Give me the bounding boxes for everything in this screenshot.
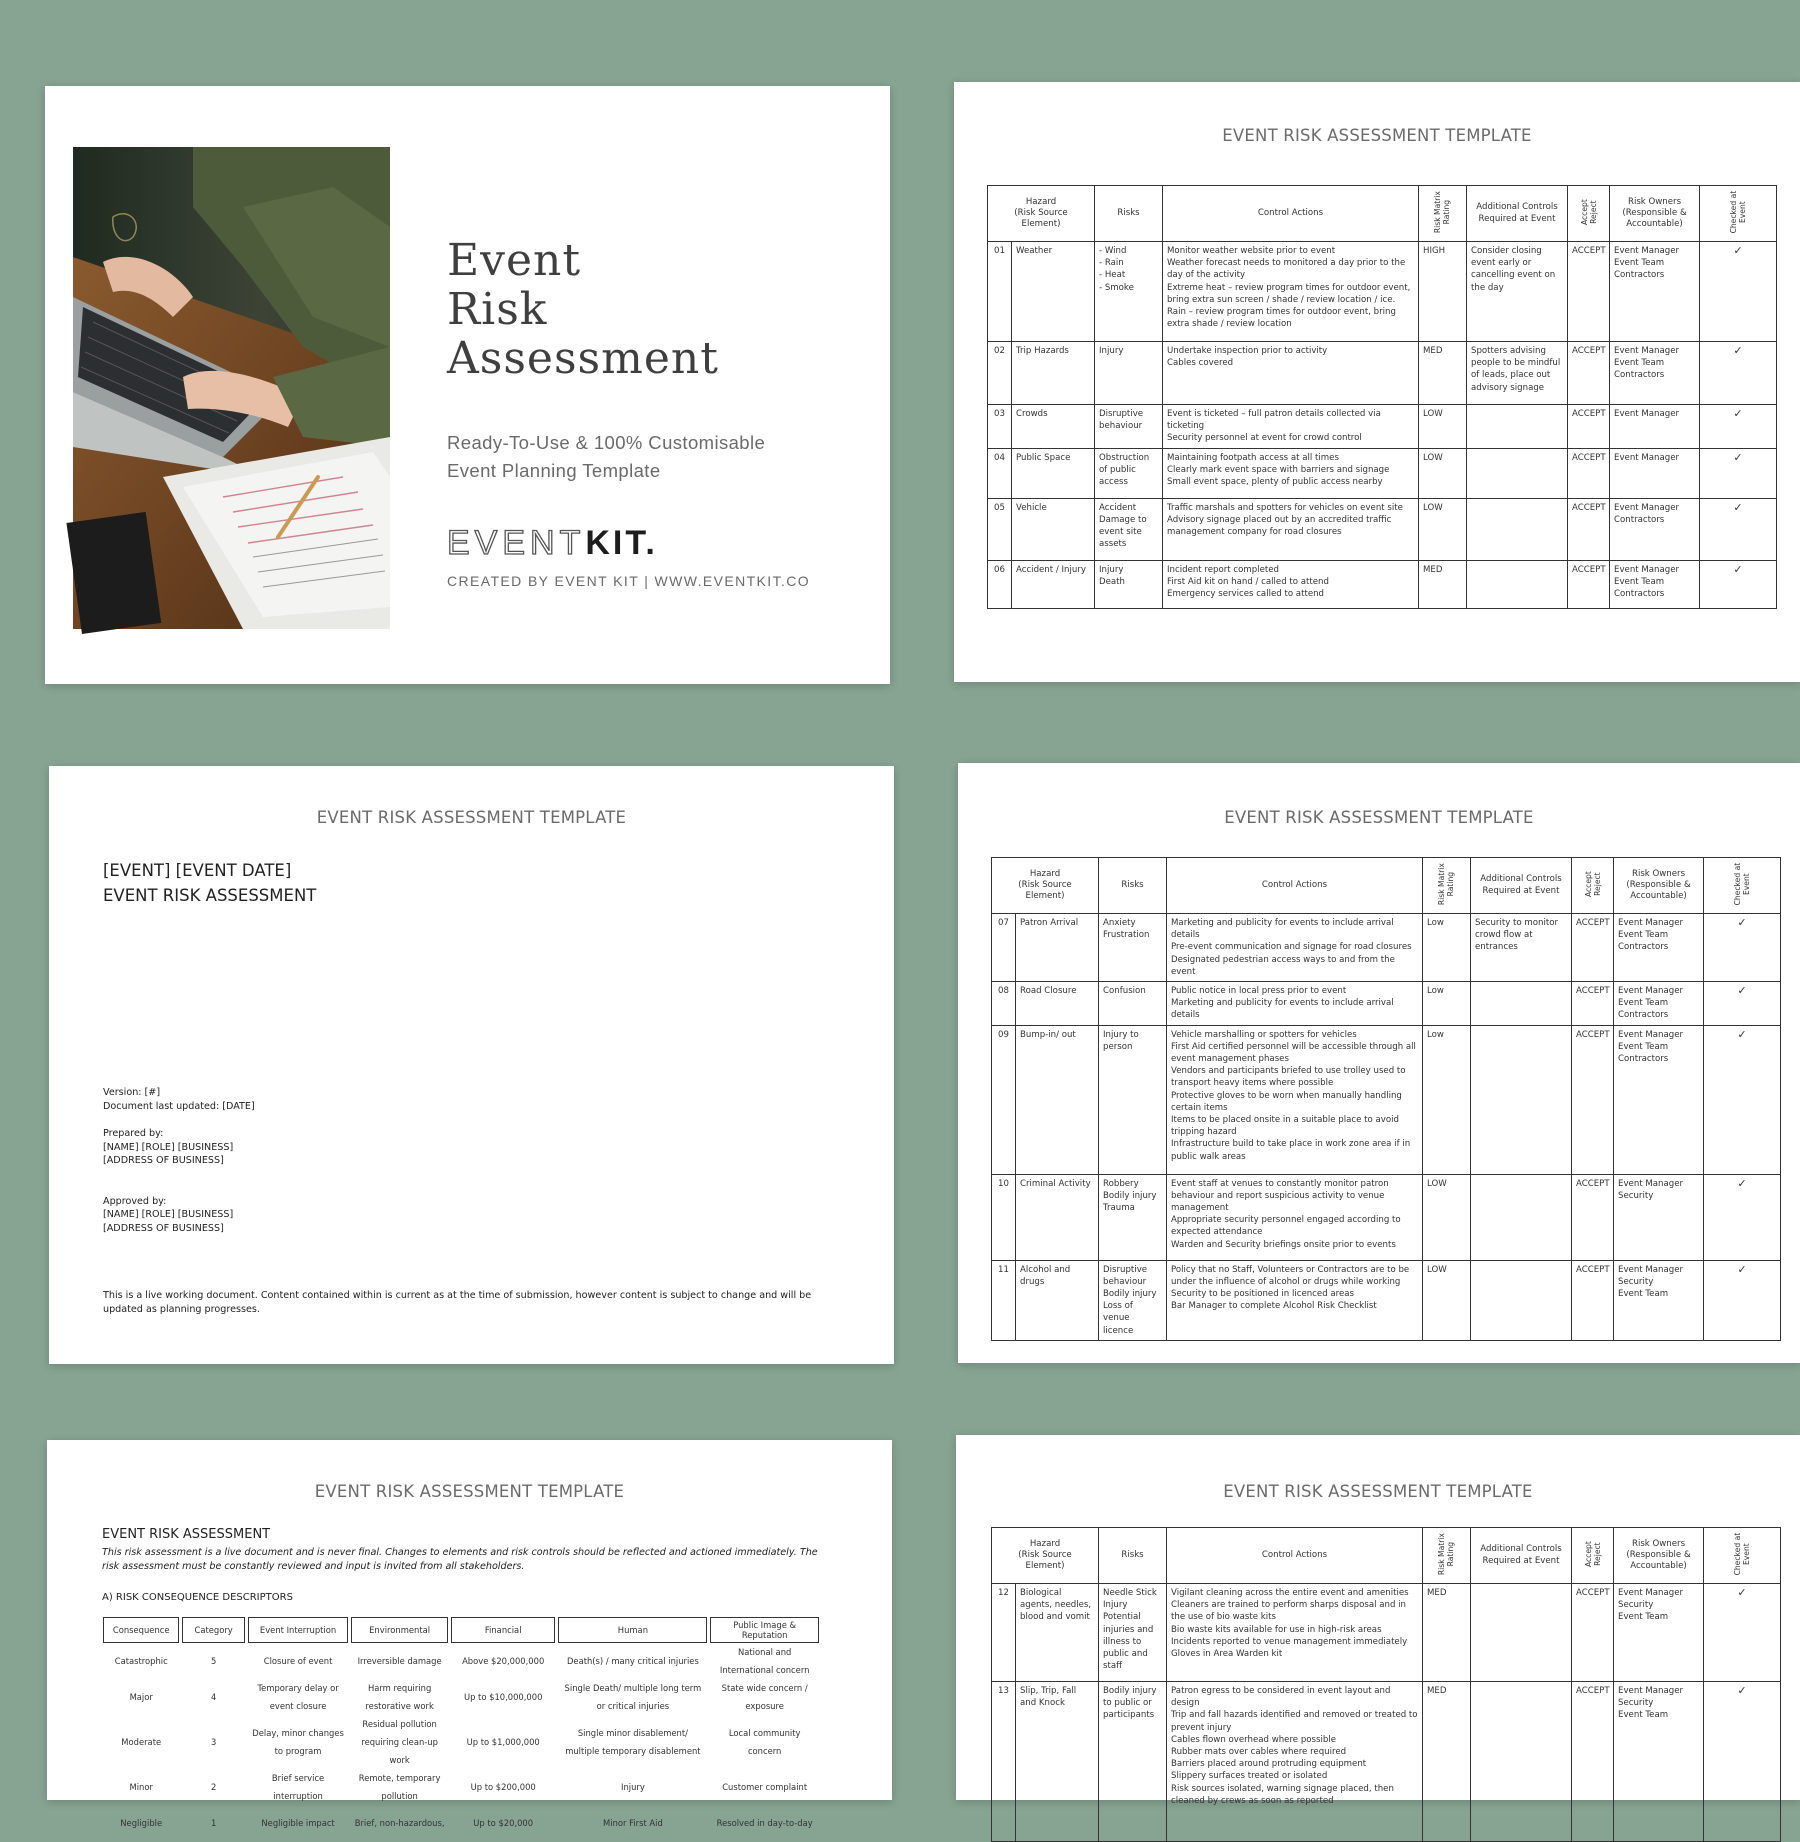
header-risks: Risks bbox=[1099, 858, 1167, 914]
risk-table bbox=[991, 1527, 1781, 1842]
risk-owners-cell: Event Manager Event Team Contractors bbox=[1610, 342, 1700, 405]
risk-table-page-3 bbox=[956, 1435, 1800, 1806]
header-hazard: Hazard (Risk Source Element) bbox=[992, 1528, 1099, 1584]
cover-subtitle bbox=[447, 429, 765, 485]
additional-controls-cell bbox=[1471, 1584, 1572, 1682]
risk-table-page-2 bbox=[958, 763, 1800, 1363]
consequence-cell: Single minor disablement/ multiple temporary disablement bbox=[565, 1728, 701, 1756]
consequence-cell: Irreversible damage bbox=[357, 1656, 442, 1666]
consequence-cell: Death(s) / many critical injuries bbox=[566, 1656, 699, 1666]
hazard-cell: Trip Hazards bbox=[1012, 342, 1095, 405]
accept-cell: ACCEPT bbox=[1568, 342, 1610, 405]
document-info-page bbox=[49, 766, 894, 1364]
row-number: 01 bbox=[988, 242, 1012, 342]
consequence-cell: Major bbox=[129, 1692, 153, 1702]
consequence-cell: 2 bbox=[210, 1782, 217, 1792]
consequence-cell: Negligible bbox=[120, 1817, 163, 1828]
risks-cell: Injury to person bbox=[1099, 1025, 1167, 1174]
consequence-cell: 1 bbox=[210, 1817, 217, 1828]
consequence-row bbox=[103, 1715, 819, 1769]
table-row bbox=[992, 1025, 1781, 1174]
control-actions-cell: Vigilant cleaning across the entire event and amenities Cleaners are trained to perform sharps disposal and in the use of bio waste kits Bio waste kits available for use in high-risk areas Incidents reported to venue management immediately Gloves in Area Warden kit bbox=[1167, 1584, 1423, 1682]
header-additional-controls: Additional Controls Required at Event bbox=[1471, 1528, 1572, 1584]
consequence-row bbox=[103, 1769, 819, 1805]
header-additional-controls: Additional Controls Required at Event bbox=[1471, 858, 1572, 914]
consequence-cell: Local community concern bbox=[728, 1728, 801, 1756]
checked-mark: ✓ bbox=[1704, 1584, 1781, 1682]
risk-table-page-1 bbox=[954, 82, 1800, 682]
header-risk-matrix-text: Risk Matrix Rating bbox=[1433, 191, 1452, 234]
additional-controls-cell bbox=[1471, 1025, 1572, 1174]
checked-mark: ✓ bbox=[1700, 405, 1777, 449]
header-control-actions: Control Actions bbox=[1167, 858, 1423, 914]
header-checked bbox=[1700, 186, 1777, 242]
additional-controls-cell bbox=[1471, 1260, 1572, 1340]
header-accept-reject-text: Accept Reject bbox=[1583, 1541, 1602, 1568]
consequence-cell: Up to $10,000,000 bbox=[463, 1692, 543, 1702]
consequence-table bbox=[100, 1617, 822, 1840]
consequence-cell: Minor First Aid bbox=[603, 1817, 663, 1828]
row-number: 10 bbox=[992, 1174, 1016, 1260]
consequence-cell: Single Death/ multiple long term or critical injuries bbox=[564, 1683, 702, 1711]
additional-controls-cell bbox=[1467, 405, 1568, 449]
risks-cell: Obstruction of public access bbox=[1095, 448, 1163, 498]
hazard-cell: Biological agents, needles, blood and vomit bbox=[1016, 1584, 1099, 1682]
hazard-cell: Alcohol and drugs bbox=[1016, 1260, 1099, 1340]
risk-owners-cell: Event Manager Security bbox=[1614, 1174, 1704, 1260]
laptop-photo bbox=[73, 147, 390, 629]
control-actions-cell: Maintaining footpath access at all times Clearly mark event space with barriers and signage Small event space, plenty of public access nearby bbox=[1163, 448, 1419, 498]
consequence-header: Environmental bbox=[351, 1617, 448, 1643]
header-checked bbox=[1704, 1528, 1781, 1584]
table-row bbox=[988, 242, 1777, 342]
hazard-cell: Vehicle bbox=[1012, 498, 1095, 560]
consequence-cell: Up to $1,000,000 bbox=[466, 1737, 540, 1747]
header-accept-reject bbox=[1572, 858, 1614, 914]
page-title: EVENT RISK ASSESSMENT TEMPLATE bbox=[1222, 126, 1532, 145]
prepared-name: [NAME] [ROLE] [BUSINESS] bbox=[103, 1141, 234, 1153]
approved-address: [ADDRESS OF BUSINESS] bbox=[103, 1222, 224, 1234]
header-checked bbox=[1704, 858, 1781, 914]
consequence-cell: Closure of event bbox=[263, 1656, 333, 1666]
additional-controls-cell: Security to monitor crowd flow at entrances bbox=[1471, 914, 1572, 982]
hazard-cell: Slip, Trip, Fall and Knock bbox=[1016, 1682, 1099, 1842]
consequence-cell: Resolved in day-to-day bbox=[716, 1817, 813, 1828]
consequence-header: Public Image & Reputation bbox=[710, 1617, 819, 1643]
accept-cell: ACCEPT bbox=[1572, 1584, 1614, 1682]
header-control-actions: Control Actions bbox=[1163, 186, 1419, 242]
header-control-actions: Control Actions bbox=[1167, 1528, 1423, 1584]
header-risks: Risks bbox=[1099, 1528, 1167, 1584]
row-number: 13 bbox=[992, 1682, 1016, 1842]
last-updated-text: Document last updated: [DATE] bbox=[103, 1100, 255, 1112]
prepared-label: Prepared by: bbox=[103, 1128, 164, 1139]
risk-rating-cell: MED bbox=[1423, 1682, 1471, 1842]
table-row bbox=[988, 448, 1777, 498]
hazard-cell: Criminal Activity bbox=[1016, 1174, 1099, 1260]
logo-light-text: EVENT bbox=[447, 524, 586, 562]
checked-mark: ✓ bbox=[1704, 982, 1781, 1026]
additional-controls-cell bbox=[1471, 982, 1572, 1026]
control-actions-cell: Vehicle marshalling or spotters for vehicles First Aid certified personnel will be accessible through all event management phases Vendors and participants briefed to use trolley used to transport heavy items where possible Protective gloves to be worn when manually handling certain items Items to be placed onsite in a suitable place to avoid tripping hazard Infrastructure build to take place in work zone area if in public walk areas bbox=[1167, 1025, 1423, 1174]
prepared-address: [ADDRESS OF BUSINESS] bbox=[103, 1155, 224, 1166]
consequence-header: Financial bbox=[451, 1617, 556, 1643]
risks-cell: Bodily injury to public or participants bbox=[1099, 1682, 1167, 1842]
hazard-cell: Accident / Injury bbox=[1012, 560, 1095, 608]
risk-rating-cell: LOW bbox=[1419, 498, 1467, 560]
consequence-header: Category bbox=[182, 1617, 244, 1643]
risk-rating-cell: Low bbox=[1423, 982, 1471, 1026]
consequence-cell: 5 bbox=[210, 1656, 217, 1666]
additional-controls-cell bbox=[1471, 1174, 1572, 1260]
risk-owners-cell: Event Manager Event Team Contractors bbox=[1610, 242, 1700, 342]
accept-cell: ACCEPT bbox=[1568, 448, 1610, 498]
checked-mark: ✓ bbox=[1700, 498, 1777, 560]
checked-mark: ✓ bbox=[1704, 1025, 1781, 1174]
table-row bbox=[988, 560, 1777, 608]
consequence-heading: EVENT RISK ASSESSMENT bbox=[102, 1527, 271, 1542]
risks-cell: Accident Damage to event site assets bbox=[1095, 498, 1163, 560]
control-actions-cell: Event staff at venues to constantly monitor patron behaviour and report suspicious activity to venue management Appropriate security personnel engaged according to expected attendance Warden and Security briefings onsite prior to events bbox=[1167, 1174, 1423, 1260]
consequence-cell: Up to $200,000 bbox=[470, 1782, 536, 1792]
risk-owners-cell: Event Manager Security Event Team bbox=[1614, 1584, 1704, 1682]
risks-cell: Injury Death bbox=[1095, 560, 1163, 608]
risks-cell: - Wind - Rain - Heat - Smoke bbox=[1095, 242, 1163, 342]
risk-owners-cell: Event Manager Event Team Contractors bbox=[1614, 914, 1704, 982]
consequence-header: Human bbox=[558, 1617, 707, 1643]
risk-rating-cell: LOW bbox=[1423, 1260, 1471, 1340]
consequence-cell: Minor bbox=[129, 1782, 153, 1792]
row-number: 09 bbox=[992, 1025, 1016, 1174]
table-row bbox=[988, 342, 1777, 405]
version-text: Version: [#] bbox=[103, 1087, 161, 1098]
risks-cell: Needle Stick Injury Potential injuries and illness to public and staff bbox=[1099, 1584, 1167, 1682]
table-row bbox=[988, 405, 1777, 449]
additional-controls-cell bbox=[1467, 560, 1568, 608]
consequence-cell: National and International concern bbox=[719, 1647, 810, 1675]
cover-subtitle-line: Event Planning Template bbox=[447, 460, 661, 481]
header-accept-reject-text: Accept Reject bbox=[1579, 199, 1598, 226]
control-actions-cell: Policy that no Staff, Volunteers or Contractors are to be under the influence of alcohol or drugs while working Security to be positioned in licenced areas Bar Manager to complete Alcohol Risk Checklist bbox=[1167, 1260, 1423, 1340]
header-risk-matrix-text: Risk Matrix Rating bbox=[1437, 863, 1456, 906]
hazard-cell: Weather bbox=[1012, 242, 1095, 342]
header-risk-matrix bbox=[1423, 858, 1471, 914]
hazard-cell: Road Closure bbox=[1016, 982, 1099, 1026]
page-title: EVENT RISK ASSESSMENT TEMPLATE bbox=[316, 808, 627, 827]
control-actions-cell: Monitor weather website prior to event Weather forecast needs to monitored a day prior to the day of the activity Extreme heat – review program times for outdoor event, bring extra sun screen / shade / review location / ice. Rain – review program times for outdoor event, bring extra shade / review location bbox=[1163, 242, 1419, 342]
page-title: EVENT RISK ASSESSMENT TEMPLATE bbox=[1223, 1482, 1533, 1501]
risks-cell: Robbery Bodily injury Trauma bbox=[1099, 1174, 1167, 1260]
header-accept-reject bbox=[1568, 186, 1610, 242]
row-number: 04 bbox=[988, 448, 1012, 498]
approved-name: [NAME] [ROLE] [BUSINESS] bbox=[103, 1209, 234, 1220]
risk-table bbox=[991, 857, 1781, 1341]
checked-mark: ✓ bbox=[1704, 1260, 1781, 1340]
consequence-page bbox=[47, 1440, 892, 1828]
additional-controls-cell bbox=[1471, 1682, 1572, 1842]
control-actions-cell: Traffic marshals and spotters for vehicles on event site Advisory signage placed out by an accredited traffic management company for road closures bbox=[1163, 498, 1419, 560]
row-number: 11 bbox=[992, 1260, 1016, 1340]
consequence-section: A) RISK CONSEQUENCE DESCRIPTORS bbox=[102, 1592, 293, 1603]
consequence-header: Consequence bbox=[103, 1617, 179, 1643]
header-accept-reject bbox=[1572, 1528, 1614, 1584]
risks-cell: Disruptive behaviour Bodily injury Loss of venue licence bbox=[1099, 1260, 1167, 1340]
checked-mark: ✓ bbox=[1700, 342, 1777, 405]
risk-table bbox=[987, 185, 1777, 609]
consequence-cell: Moderate bbox=[121, 1737, 162, 1747]
risks-cell: Confusion bbox=[1099, 982, 1167, 1026]
consequence-cell: Brief service interruption bbox=[271, 1773, 325, 1801]
accept-cell: ACCEPT bbox=[1568, 498, 1610, 560]
table-row bbox=[992, 914, 1781, 982]
checked-mark: ✓ bbox=[1700, 242, 1777, 342]
doc-heading bbox=[103, 858, 316, 908]
hazard-cell: Patron Arrival bbox=[1016, 914, 1099, 982]
risk-owners-cell: Event Manager bbox=[1610, 405, 1700, 449]
header-risk-owners: Risk Owners (Responsible & Accountable) bbox=[1610, 186, 1700, 242]
consequence-cell: Customer complaint bbox=[722, 1782, 808, 1792]
cover-title-line: Risk bbox=[447, 284, 548, 335]
cover-title bbox=[447, 236, 719, 383]
logo-bold-text: KIT. bbox=[585, 524, 658, 562]
header-risk-matrix-text: Risk Matrix Rating bbox=[1437, 1533, 1456, 1576]
control-actions-cell: Incident report completed First Aid kit on hand / called to attend Emergency services called to attend bbox=[1163, 560, 1419, 608]
table-row bbox=[992, 982, 1781, 1026]
additional-controls-cell bbox=[1467, 498, 1568, 560]
risk-rating-cell: MED bbox=[1423, 1584, 1471, 1682]
risk-owners-cell: Event Manager bbox=[1610, 448, 1700, 498]
checked-mark: ✓ bbox=[1700, 560, 1777, 608]
header-checked-text: Checked at Event bbox=[1732, 863, 1752, 906]
doc-heading-line: [EVENT] [EVENT DATE] bbox=[103, 861, 292, 880]
row-number: 12 bbox=[992, 1584, 1016, 1682]
row-number: 05 bbox=[988, 498, 1012, 560]
cover-subtitle-line: Ready-To-Use & 100% Customisable bbox=[447, 432, 766, 453]
accept-cell: ACCEPT bbox=[1572, 1260, 1614, 1340]
header-hazard: Hazard (Risk Source Element) bbox=[988, 186, 1095, 242]
risk-owners-cell: Event Manager Contractors bbox=[1610, 498, 1700, 560]
checked-mark: ✓ bbox=[1704, 914, 1781, 982]
consequence-cell: State wide concern / exposure bbox=[721, 1683, 808, 1711]
table-row bbox=[988, 498, 1777, 560]
header-risks: Risks bbox=[1095, 186, 1163, 242]
consequence-row bbox=[103, 1679, 819, 1715]
cover-page bbox=[45, 86, 890, 684]
table-row bbox=[992, 1174, 1781, 1260]
cover-credit: CREATED BY EVENT KIT | WWW.EVENTKIT.CO bbox=[447, 573, 811, 589]
consequence-row bbox=[103, 1643, 819, 1679]
consequence-cell: Harm requiring restorative work bbox=[365, 1683, 434, 1711]
consequence-cell: Delay, minor changes to program bbox=[252, 1728, 344, 1756]
row-number: 08 bbox=[992, 982, 1016, 1026]
risk-owners-cell: Event Manager Security Event Team bbox=[1614, 1682, 1704, 1842]
risk-rating-cell: MED bbox=[1419, 560, 1467, 608]
table-row bbox=[992, 1260, 1781, 1340]
consequence-row bbox=[103, 1805, 819, 1840]
doc-heading-line: EVENT RISK ASSESSMENT bbox=[103, 886, 317, 905]
accept-cell: ACCEPT bbox=[1568, 242, 1610, 342]
risk-rating-cell: Low bbox=[1423, 1025, 1471, 1174]
consequence-cell: Negligible impact bbox=[261, 1817, 335, 1828]
accept-cell: ACCEPT bbox=[1568, 560, 1610, 608]
accept-cell: ACCEPT bbox=[1572, 1174, 1614, 1260]
accept-cell: ACCEPT bbox=[1572, 914, 1614, 982]
consequence-header: Event Interruption bbox=[248, 1617, 349, 1643]
consequence-cell: Remote, temporary pollution bbox=[358, 1773, 441, 1801]
cover-title-line: Event bbox=[447, 235, 582, 286]
eventkit-logo bbox=[447, 524, 658, 563]
risk-rating-cell: HIGH bbox=[1419, 242, 1467, 342]
risk-rating-cell: LOW bbox=[1419, 405, 1467, 449]
additional-controls-cell: Consider closing event early or cancelling event on the day bbox=[1467, 242, 1568, 342]
additional-controls-cell: Spotters advising people to be mindful of leads, place out advisory signage bbox=[1467, 342, 1568, 405]
risks-cell: Injury bbox=[1095, 342, 1163, 405]
hazard-cell: Public Space bbox=[1012, 448, 1095, 498]
consequence-cell: 4 bbox=[210, 1692, 217, 1702]
risk-owners-cell: Event Manager Security Event Team bbox=[1614, 1260, 1704, 1340]
consequence-cell: Up to $20,000 bbox=[473, 1817, 534, 1828]
row-number: 07 bbox=[992, 914, 1016, 982]
checked-mark: ✓ bbox=[1704, 1174, 1781, 1260]
accept-cell: ACCEPT bbox=[1572, 1025, 1614, 1174]
header-accept-reject-text: Accept Reject bbox=[1583, 871, 1602, 898]
header-risk-owners: Risk Owners (Responsible & Accountable) bbox=[1614, 1528, 1704, 1584]
accept-cell: ACCEPT bbox=[1572, 982, 1614, 1026]
control-actions-cell: Patron egress to be considered in event layout and design Trip and fall hazards identified and removed or treated to prevent injury Cables flown overhead where possible Rubber mats over cables where required Barriers placed around protruding equipment Slippery surfaces treated or isolated Risk sources isolated, warning signage placed, then cleaned by crews as soon as reported bbox=[1167, 1682, 1423, 1842]
consequence-cell: Residual pollution requiring clean-up work bbox=[361, 1719, 438, 1765]
header-risk-owners: Risk Owners (Responsible & Accountable) bbox=[1614, 858, 1704, 914]
risk-owners-cell: Event Manager Event Team Contractors bbox=[1614, 1025, 1704, 1174]
hazard-cell: Bump-in/ out bbox=[1016, 1025, 1099, 1174]
table-row bbox=[992, 1682, 1781, 1842]
consequence-cell: Above $20,000,000 bbox=[462, 1656, 545, 1666]
control-actions-cell: Marketing and publicity for events to include arrival details Pre-event communication and signage for road closures Designated pedestrian access ways to and from the event bbox=[1167, 914, 1423, 982]
cover-title-line: Assessment bbox=[447, 333, 719, 384]
risks-cell: Anxiety Frustration bbox=[1099, 914, 1167, 982]
risks-cell: Disruptive behaviour bbox=[1095, 405, 1163, 449]
risk-owners-cell: Event Manager Event Team Contractors bbox=[1610, 560, 1700, 608]
consequence-intro: This risk assessment is a live document and is never final. Changes to elements and risk controls should be reflected and actioned immediately. The risk assessment must be constantly reviewed and input is invited from all stakeholders. bbox=[102, 1547, 818, 1572]
consequence-cell: Brief, non-hazardous, bbox=[354, 1817, 445, 1828]
risk-rating-cell: Low bbox=[1423, 914, 1471, 982]
header-risk-matrix bbox=[1419, 186, 1467, 242]
control-actions-cell: Undertake inspection prior to activity Cables covered bbox=[1163, 342, 1419, 405]
risk-rating-cell: MED bbox=[1419, 342, 1467, 405]
checked-mark: ✓ bbox=[1700, 448, 1777, 498]
consequence-cell: Catastrophic bbox=[114, 1656, 168, 1666]
live-document-note: This is a live working document. Content contained within is current as at the time of submission, however content is subject to change and will be updated as planning progresses. bbox=[103, 1290, 812, 1315]
table-row bbox=[992, 1584, 1781, 1682]
additional-controls-cell bbox=[1467, 448, 1568, 498]
risk-owners-cell: Event Manager Event Team Contractors bbox=[1614, 982, 1704, 1026]
header-additional-controls: Additional Controls Required at Event bbox=[1467, 186, 1568, 242]
consequence-cell: 3 bbox=[210, 1737, 217, 1747]
page-title: EVENT RISK ASSESSMENT TEMPLATE bbox=[314, 1482, 625, 1501]
risk-rating-cell: LOW bbox=[1423, 1174, 1471, 1260]
consequence-cell: Injury bbox=[621, 1782, 645, 1792]
hazard-cell: Crowds bbox=[1012, 405, 1095, 449]
risk-rating-cell: LOW bbox=[1419, 448, 1467, 498]
header-risk-matrix bbox=[1423, 1528, 1471, 1584]
checked-mark: ✓ bbox=[1704, 1682, 1781, 1842]
header-hazard: Hazard (Risk Source Element) bbox=[992, 858, 1099, 914]
approved-label: Approved by: bbox=[103, 1195, 167, 1207]
control-actions-cell: Event is ticketed – full patron details collected via ticketing Security personnel at event for crowd control bbox=[1163, 405, 1419, 449]
accept-cell: ACCEPT bbox=[1572, 1682, 1614, 1842]
page-title: EVENT RISK ASSESSMENT TEMPLATE bbox=[1224, 808, 1534, 827]
version-block bbox=[103, 1086, 255, 1235]
consequence-cell: Temporary delay or event closure bbox=[257, 1683, 339, 1711]
header-checked-text: Checked at Event bbox=[1728, 191, 1748, 234]
row-number: 06 bbox=[988, 560, 1012, 608]
header-checked-text: Checked at Event bbox=[1732, 1533, 1752, 1576]
row-number: 03 bbox=[988, 405, 1012, 449]
control-actions-cell: Public notice in local press prior to event Marketing and publicity for events to include arrival details bbox=[1167, 982, 1423, 1026]
accept-cell: ACCEPT bbox=[1568, 405, 1610, 449]
row-number: 02 bbox=[988, 342, 1012, 405]
